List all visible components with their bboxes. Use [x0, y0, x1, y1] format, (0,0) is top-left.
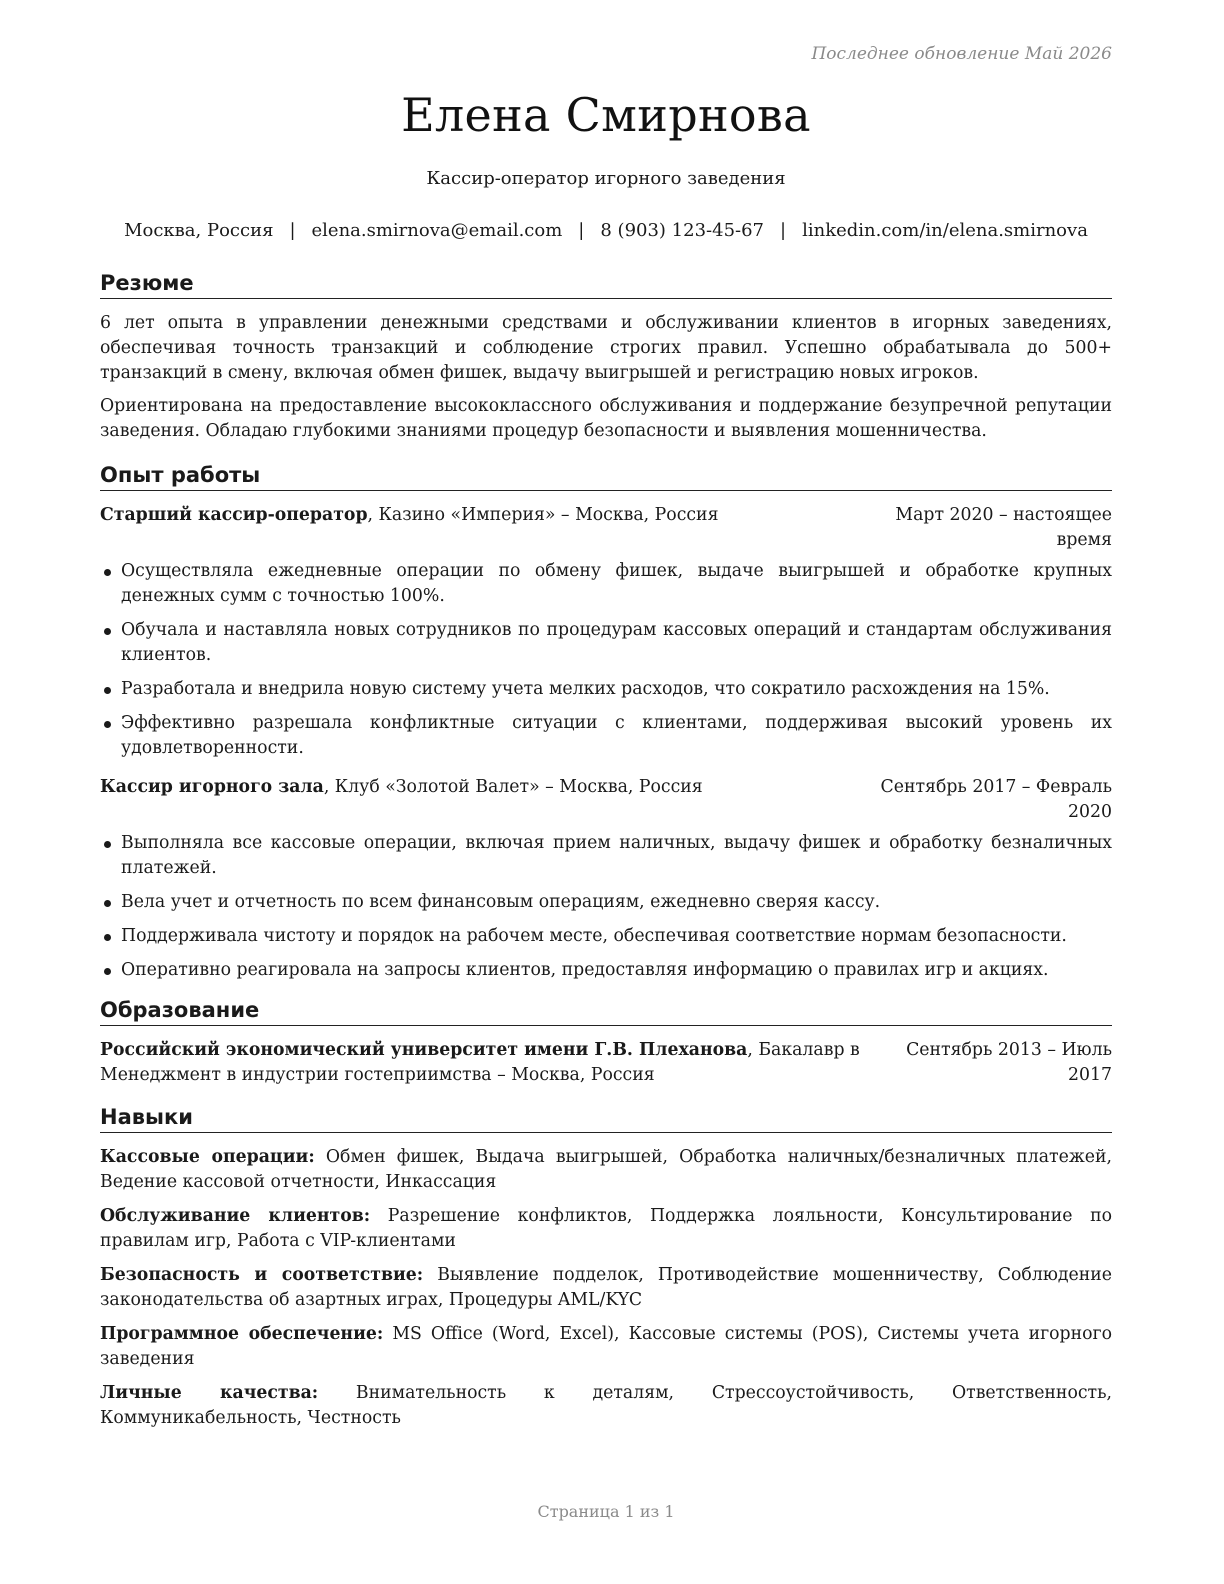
skill-value: Обмен фишек, Выдача выигрышей, Обработка наличных/безналичных платежей, Ведение кассовой отчетности, Инкассация — [100, 1147, 1112, 1192]
contact-email[interactable]: elena.smirnova@email.com — [311, 220, 563, 241]
contact-linkedin[interactable]: linkedin.com/in/elena.smirnova — [802, 220, 1088, 241]
page-number: Страница 1 из 1 — [537, 1502, 675, 1521]
candidate-title: Кассир-оператор игорного заведения — [426, 168, 786, 189]
skill-value: Внимательность к деталям, Стрессоустойчивость, Ответственность, Коммуникабельность, Честность — [100, 1383, 1112, 1428]
list-item: Обучала и наставляла новых сотрудников по процедурам кассовых операций и стандартам обслуживания клиентов. — [100, 618, 1112, 668]
education-dates: Сентябрь 2013 – Июль 2017 — [906, 1040, 1112, 1085]
job-place: , Казино «Империя» – Москва, Россия — [367, 505, 719, 525]
skill-line — [100, 1145, 1112, 1195]
skills-heading: Навыки — [100, 1104, 1112, 1133]
skill-label: Личные качества: — [100, 1383, 319, 1403]
skill-label: Безопасность и соответствие: — [100, 1265, 424, 1285]
education-details: , Бакалавр в Менеджмент в индустрии гостеприимства – Москва, Россия — [100, 1040, 860, 1085]
job-place: , Клуб «Золотой Валет» – Москва, Россия — [323, 777, 703, 797]
list-item: Поддерживала чистоту и порядок на рабочем месте, обеспечивая соответствие нормам безопасности. — [100, 924, 1112, 949]
list-item: Выполняла все кассовые операции, включая прием наличных, выдачу фишек и обработку безналичных платежей. — [100, 831, 1112, 881]
education-school: Российский экономический университет имени Г.В. Плеханова — [100, 1040, 748, 1060]
job-bullets — [100, 559, 1112, 761]
job-title-line — [100, 775, 872, 825]
job-title-line — [100, 503, 872, 553]
job-role: Кассир игорного зала — [100, 777, 324, 797]
skill-label: Обслуживание клиентов: — [100, 1206, 371, 1226]
skill-value: Разрешение конфликтов, Поддержка лояльности, Консультирование по правилам игр, Работа с VIP-клиентами — [100, 1206, 1112, 1251]
contact-separator: | — [780, 220, 787, 241]
candidate-name: Елена Смирнова — [401, 88, 811, 142]
skill-line — [100, 1381, 1112, 1431]
contact-location: Москва, Россия — [124, 220, 274, 241]
skill-value: MS Office (Word, Excel), Кассовые системы (POS), Системы учета игорного заведения — [100, 1324, 1112, 1369]
skill-value: Выявление подделок, Противодействие мошенничеству, Соблюдение законодательства об азартных играх, Процедуры AML/KYC — [100, 1265, 1112, 1310]
summary-paragraph: 6 лет опыта в управлении денежными средствами и обслуживании клиентов в игорных заведениях, обеспечивая точность транзакций и соблюдение строгих правил. Успешно обрабатывала до 500+ транзакций в смену, включая обмен фишек, выдачу выигрышей и регистрацию новых игроков. — [100, 313, 1112, 383]
resume-page — [100, 0, 1112, 1584]
skill-line — [100, 1263, 1112, 1313]
list-item: Эффективно разрешала конфликтные ситуации с клиентами, поддерживая высокий уровень их удовлетворенности. — [100, 711, 1112, 761]
resume-body — [100, 270, 1112, 1440]
job-header — [100, 503, 1112, 553]
education-entry — [100, 1038, 1112, 1088]
skill-line — [100, 1322, 1112, 1372]
last-updated-note: Последнее обновление Май 2026 — [811, 44, 1112, 64]
contact-line — [100, 220, 1112, 241]
experience-heading: Опыт работы — [100, 462, 1112, 491]
list-item: Оперативно реагировала на запросы клиентов, предоставляя информацию о правилах игр и акциях. — [100, 958, 1112, 983]
job-dates: Сентябрь 2017 – Февраль 2020 — [880, 777, 1112, 822]
education-heading: Образование — [100, 997, 1112, 1026]
education-line — [100, 1038, 872, 1088]
job-dates: Март 2020 – настоящее время — [895, 505, 1112, 550]
skill-label: Кассовые операции: — [100, 1147, 315, 1167]
list-item: Вела учет и отчетность по всем финансовым операциям, ежедневно сверяя кассу. — [100, 890, 1112, 915]
job-header — [100, 775, 1112, 825]
job-bullets — [100, 831, 1112, 983]
contact-separator: | — [289, 220, 296, 241]
skill-line — [100, 1204, 1112, 1254]
list-item: Разработала и внедрила новую систему учета мелких расходов, что сократило расхождения на 15%. — [100, 677, 1112, 702]
contact-phone: 8 (903) 123-45-67 — [600, 220, 765, 241]
skill-label: Программное обеспечение: — [100, 1324, 384, 1344]
contact-separator: | — [578, 220, 585, 241]
list-item: Осуществляла ежедневные операции по обмену фишек, выдаче выигрышей и обработке крупных денежных сумм с точностью 100%. — [100, 559, 1112, 609]
summary-heading: Резюме — [100, 270, 1112, 299]
summary-paragraph: Ориентирована на предоставление высококлассного обслуживания и поддержание безупречной репутации заведения. Обладаю глубокими знаниями процедур безопасности и выявления мошенничества. — [100, 396, 1112, 441]
job-role: Старший кассир-оператор — [100, 505, 368, 525]
